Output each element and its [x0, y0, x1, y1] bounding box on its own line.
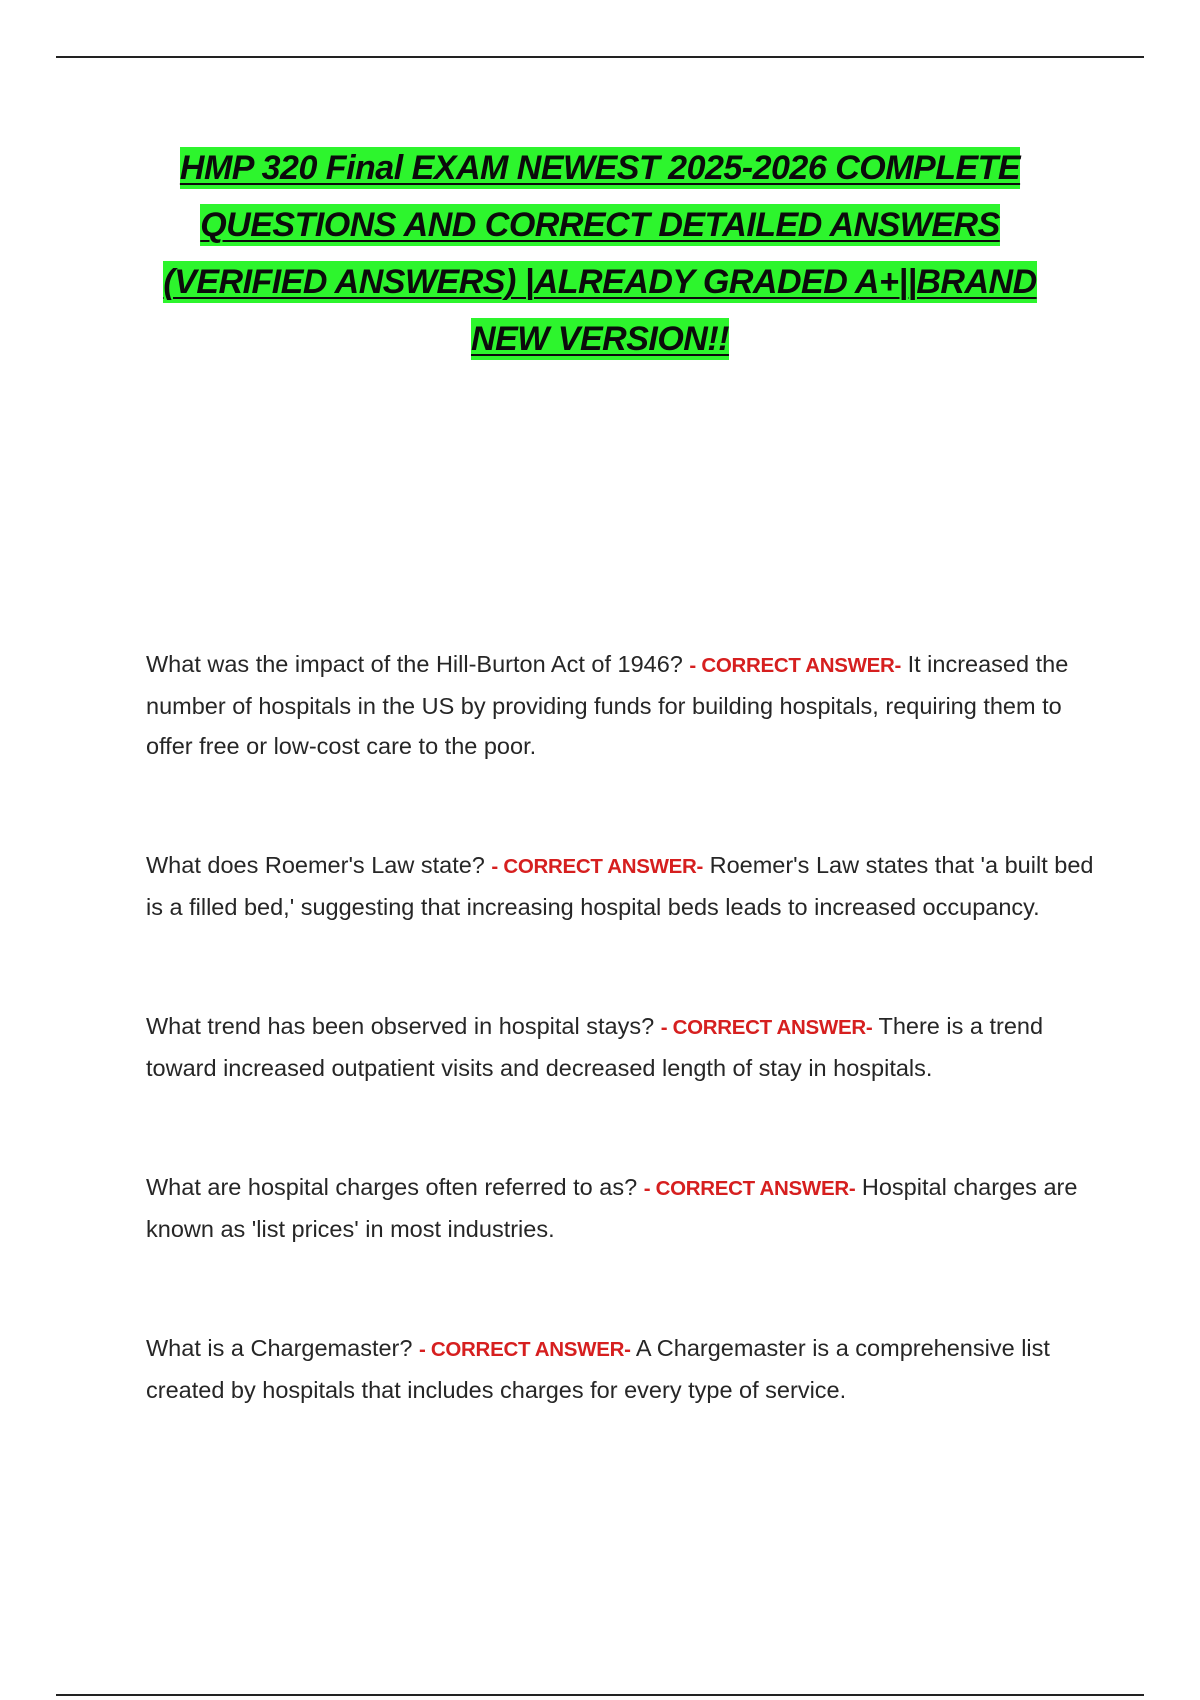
qa-item — [146, 1167, 1096, 1249]
question-text: What are hospital charges often referred to as? — [146, 1174, 638, 1200]
correct-answer-label: - CORRECT ANSWER- — [643, 1177, 856, 1200]
qa-item — [146, 644, 1096, 766]
top-rule — [56, 56, 1144, 58]
document-title — [130, 140, 1070, 368]
bottom-rule — [56, 1694, 1144, 1696]
answer-text: Hospital charges are known as 'list prices' in most industries. — [146, 1174, 1078, 1242]
question-text: What is a Chargemaster? — [146, 1335, 413, 1361]
correct-answer-label: - CORRECT ANSWER- — [689, 654, 902, 677]
document-title-text: HMP 320 Final EXAM NEWEST 2025-2026 COMPLETE QUESTIONS AND CORRECT DETAILED ANSWERS (VERIFIED ANSWERS) |ALREADY GRADED A+||BRAND NEW VERSION!! — [163, 149, 1037, 358]
qa-item — [146, 1006, 1096, 1088]
question-text: What trend has been observed in hospital stays? — [146, 1013, 655, 1039]
answer-text: A Chargemaster is a comprehensive list created by hospitals that includes charges for every type of service. — [146, 1335, 1050, 1403]
answer-text: There is a trend toward increased outpatient visits and decreased length of stay in hospitals. — [146, 1013, 1044, 1081]
answer-text: Roemer's Law states that 'a built bed is a filled bed,' suggesting that increasing hospital beds leads to increased occupancy. — [146, 852, 1094, 920]
question-text: What does Roemer's Law state? — [146, 852, 485, 878]
qa-item — [146, 845, 1096, 927]
question-text: What was the impact of the Hill-Burton Act of 1946? — [146, 651, 683, 677]
correct-answer-label: - CORRECT ANSWER- — [418, 1338, 631, 1361]
qa-item — [146, 1328, 1096, 1410]
correct-answer-label: - CORRECT ANSWER- — [660, 1016, 873, 1039]
correct-answer-label: - CORRECT ANSWER- — [491, 855, 704, 878]
answer-text: It increased the number of hospitals in the US by providing funds for building hospitals, requiring them to offer free or low-cost care to the poor. — [146, 651, 1069, 759]
qa-list — [146, 644, 1096, 1410]
